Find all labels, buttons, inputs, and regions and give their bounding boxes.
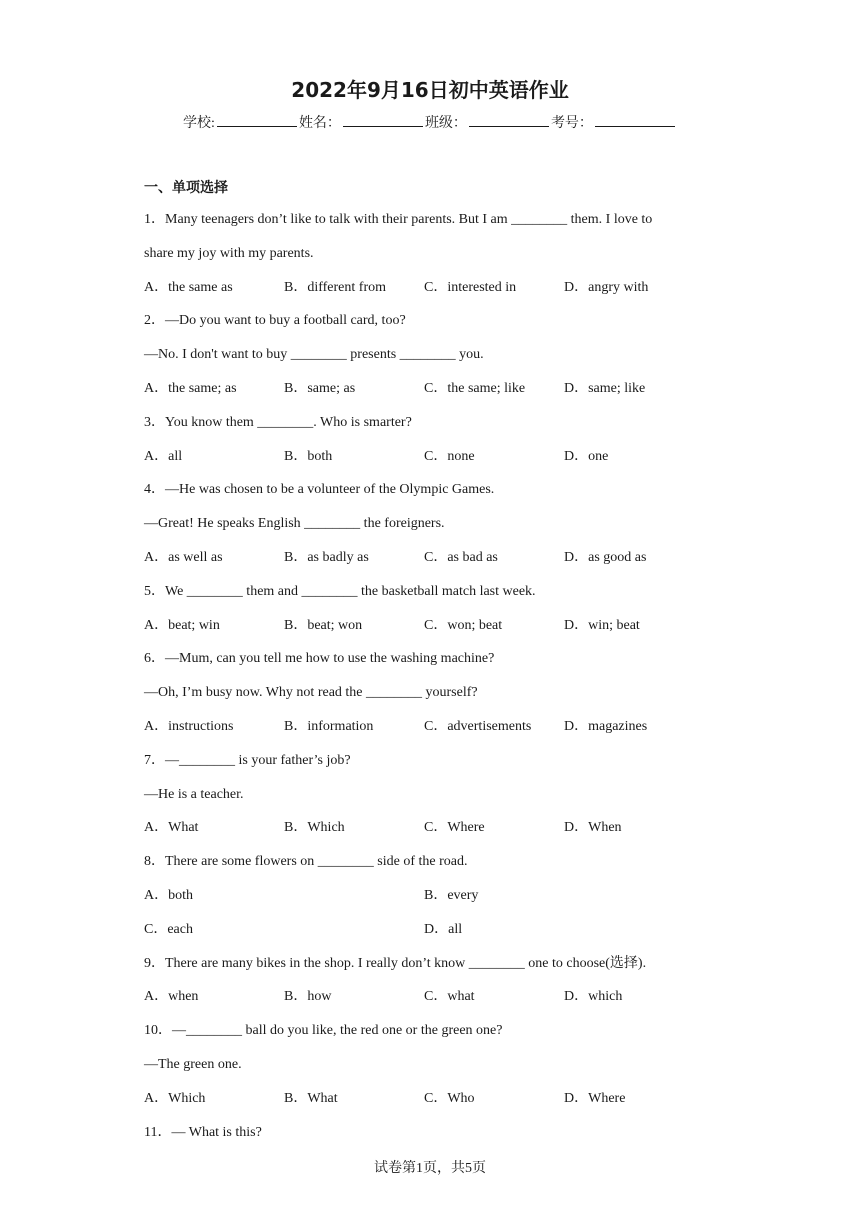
answer-option: D．all: [424, 921, 463, 937]
page-footer: 试卷第1页，共5页: [374, 1161, 486, 1176]
option-row: [144, 609, 704, 643]
answer-option: D．angry with: [564, 279, 649, 295]
answer-option: D．which: [564, 989, 623, 1005]
class-blank: [469, 112, 549, 127]
option-row: [144, 440, 704, 474]
option-row: [144, 710, 704, 744]
answer-option: C．none: [424, 448, 475, 464]
school-blank: [217, 112, 297, 127]
answer-option: C．won; beat: [424, 617, 503, 633]
question-line: share my joy with my parents.: [144, 245, 314, 261]
answer-option: B．different from: [284, 279, 386, 295]
option-row: [144, 913, 704, 947]
question-line: 1．Many teenagers don’t like to talk with their parents. But I am ________ them. I love to: [144, 212, 653, 227]
page-title: 2022年9月16日初中英语作业: [291, 78, 569, 102]
question-line: 7．—________ is your father’s job?: [144, 752, 351, 768]
answer-option: C．Where: [424, 820, 485, 836]
answer-option: D．one: [564, 448, 609, 464]
answer-option: B．same; as: [284, 380, 356, 396]
question-line: 3．You know them ________. Who is smarter?: [144, 414, 412, 430]
question-line: —Oh, I’m busy now. Why not read the ________ yourself?: [144, 685, 478, 701]
answer-option: C．Who: [424, 1090, 475, 1106]
question-line: 5．We ________ them and ________ the basketball match last week.: [144, 583, 536, 599]
answer-option: B．Which: [284, 820, 345, 836]
question-line: 9．There are many bikes in the shop. I really don’t know ________ one to choose(选择).: [144, 955, 647, 971]
answer-option: A．as well as: [144, 549, 223, 565]
question-list: [144, 203, 704, 1149]
answer-option: B．how: [284, 989, 332, 1005]
answer-option: A．What: [144, 820, 199, 836]
answer-option: C．each: [144, 921, 193, 937]
question-line: 4．—He was chosen to be a volunteer of the Olympic Games.: [144, 482, 495, 498]
exam-no-label: 考号：: [550, 116, 593, 131]
answer-option: B．both: [284, 448, 333, 464]
answer-option: B．What: [284, 1090, 338, 1106]
option-row: [144, 541, 704, 575]
answer-option: A．when: [144, 989, 199, 1005]
question-line: 11．— What is this?: [144, 1124, 262, 1140]
answer-option: A．Which: [144, 1090, 206, 1106]
answer-option: D．Where: [564, 1090, 626, 1106]
answer-option: D．magazines: [564, 718, 648, 734]
answer-option: C．advertisements: [424, 718, 532, 734]
answer-option: A．the same as: [144, 279, 233, 295]
section-heading: 一、单项选择: [144, 180, 228, 196]
answer-option: D．When: [564, 820, 622, 836]
exam-no-blank: [595, 112, 675, 127]
answer-option: D．same; like: [564, 380, 646, 396]
option-row: [144, 811, 704, 845]
question-line: —No. I don't want to buy ________ presents ________ you.: [144, 347, 484, 363]
answer-option: B．information: [284, 718, 374, 734]
question-line: 6．—Mum, can you tell me how to use the washing machine?: [144, 651, 495, 667]
answer-option: B．beat; won: [284, 617, 363, 633]
answer-option: C．as bad as: [424, 549, 498, 565]
question-line: 8．There are some flowers on ________ side of the road.: [144, 854, 468, 870]
answer-option: C．the same; like: [424, 380, 526, 396]
option-row: [144, 980, 704, 1014]
option-row: [144, 879, 704, 913]
answer-option: A．instructions: [144, 718, 234, 734]
school-label: 学校:: [183, 116, 215, 131]
answer-option: A．the same; as: [144, 380, 237, 396]
name-blank: [343, 112, 423, 127]
option-row: [144, 372, 704, 406]
option-row: [144, 271, 704, 305]
question-line: —Great! He speaks English ________ the foreigners.: [144, 516, 445, 532]
answer-option: B．every: [424, 887, 479, 903]
class-label: 班级：: [424, 116, 467, 131]
answer-option: C．what: [424, 989, 475, 1005]
answer-option: D．as good as: [564, 549, 647, 565]
answer-option: A．both: [144, 887, 193, 903]
option-row: [144, 1082, 704, 1116]
question-line: 10．—________ ball do you like, the red one or the green one?: [144, 1023, 503, 1039]
question-line: 2．—Do you want to buy a football card, too?: [144, 313, 406, 329]
question-line: —The green one.: [144, 1056, 242, 1072]
student-info: [0, 112, 860, 134]
answer-option: A．beat; win: [144, 617, 220, 633]
answer-option: C．interested in: [424, 279, 517, 295]
answer-option: A．all: [144, 448, 183, 464]
answer-option: B．as badly as: [284, 549, 369, 565]
answer-option: D．win; beat: [564, 617, 640, 633]
question-line: —He is a teacher.: [144, 786, 244, 802]
name-label: 姓名：: [298, 116, 341, 131]
